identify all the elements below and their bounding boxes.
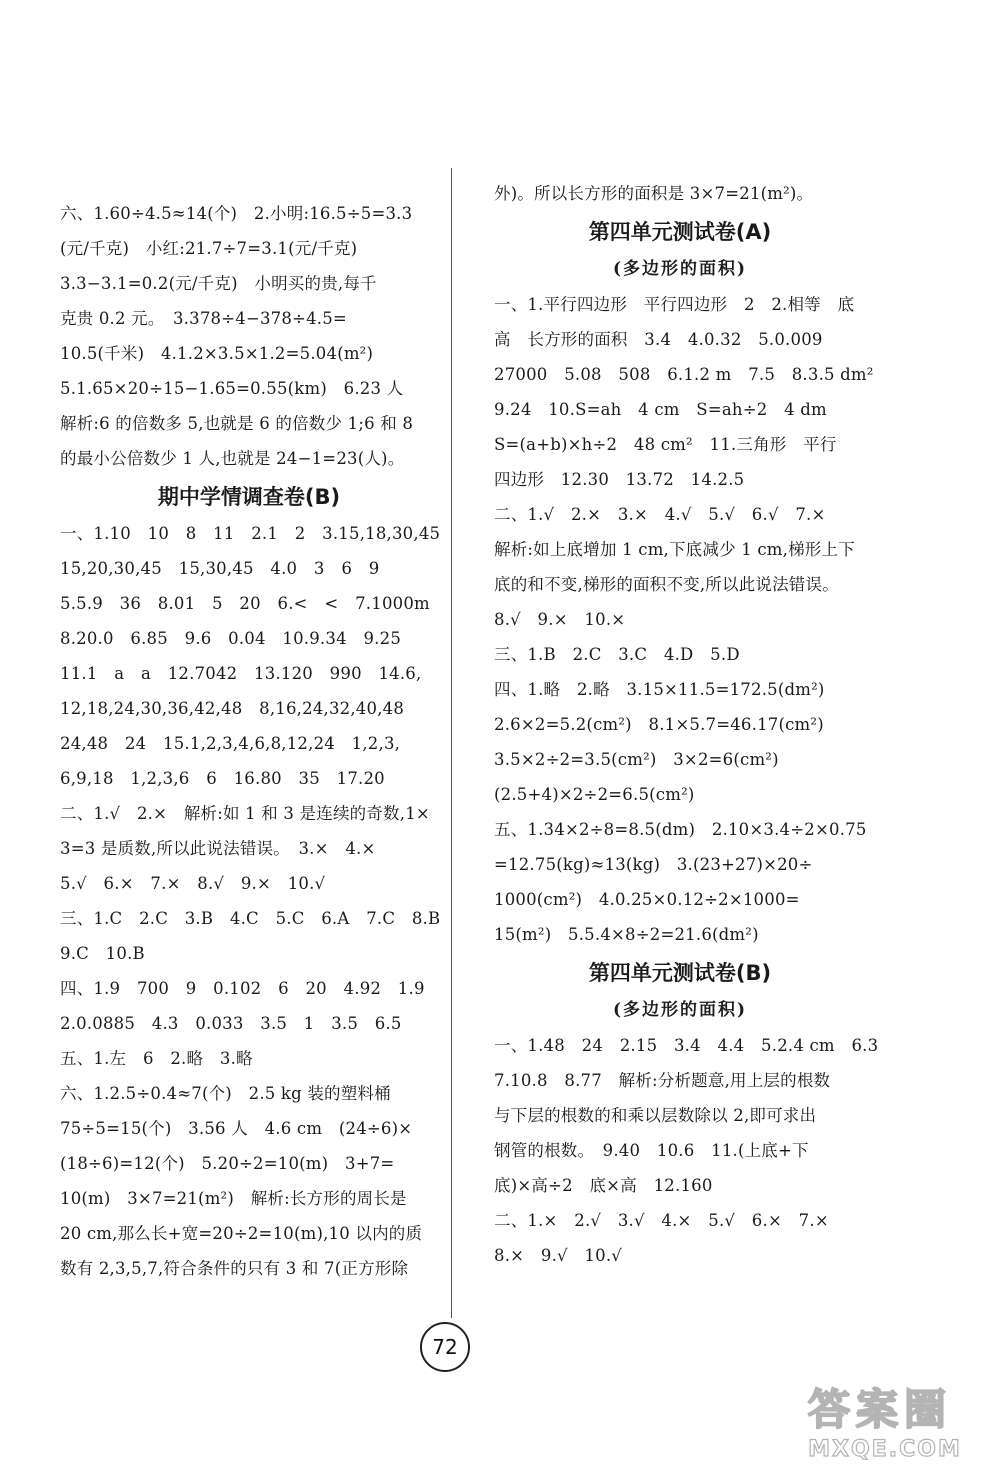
answer-line: 6,9,18 1,2,3,6 6 16.80 35 17.20 [60, 769, 385, 788]
watermark-logo-text: 答案圈 [807, 1385, 952, 1434]
answer-line: 9.C 10.B [60, 944, 145, 963]
answer-line: 解析:如上底增加 1 cm,下底减少 1 cm,梯形上下 [494, 540, 855, 559]
answer-line: 24,48 24 15.1,2,3,4,6,8,12,24 1,2,3, [60, 734, 401, 753]
answer-line: 四边形 12.30 13.72 14.2.5 [494, 470, 745, 489]
answer-line: 高 长方形的面积 3.4 4.0.32 5.0.009 [494, 330, 823, 349]
answer-line: 2.0.0885 4.3 0.033 3.5 1 3.5 6.5 [60, 1014, 402, 1033]
answer-line: 9.24 10.S=ah 4 cm S=ah÷2 4 dm [494, 400, 827, 419]
answer-line: 12,18,24,30,36,42,48 8,16,24,32,40,48 [60, 699, 405, 718]
answer-line: 3.3−3.1=0.2(元/千克) 小明买的贵,每千 [60, 274, 377, 293]
answer-line: 二、1.√ 2.× 3.× 4.√ 5.√ 6.√ 7.× [494, 505, 826, 524]
unit4-b-answers [494, 1028, 879, 1273]
page-number: 72 [420, 1322, 470, 1372]
answer-line: 三、1.C 2.C 3.B 4.C 5.C 6.A 7.C 8.B [60, 909, 441, 928]
answer-line: 二、1.√ 2.× 解析:如 1 和 3 是连续的奇数,1× [60, 804, 430, 823]
answer-line: 27000 5.08 508 6.1.2 m 7.5 8.3.5 dm² [494, 365, 874, 384]
answer-line: 一、1.10 10 8 11 2.1 2 3.15,18,30,45 [60, 524, 441, 543]
answer-line: 8.√ 9.× 10.× [494, 610, 626, 629]
right-top-answers [494, 176, 866, 211]
answer-line: 数有 2,3,5,7,符合条件的只有 3 和 7(正方形除 [60, 1259, 409, 1278]
answer-line: (18÷6)=12(个) 5.20÷2=10(m) 3+7= [60, 1154, 395, 1173]
answer-line: 15,20,30,45 15,30,45 4.0 3 6 9 [60, 559, 380, 578]
answer-line: 5.√ 6.× 7.× 8.√ 9.× 10.√ [60, 874, 326, 893]
answer-line: 2.6×2=5.2(cm²) 8.1×5.7=46.17(cm²) [494, 715, 824, 734]
answer-line: 3.5×2÷2=3.5(cm²) 3×2=6(cm²) [494, 750, 779, 769]
answer-line: 底的和不变,梯形的面积不变,所以此说法错误。 [494, 575, 839, 594]
watermark-logo [780, 1385, 990, 1465]
answer-line: 1000(cm²) 4.0.25×0.12÷2×1000= [494, 890, 800, 909]
answer-line: =12.75(kg)≈13(kg) 3.(23+27)×20÷ [494, 855, 813, 874]
right-column [494, 176, 879, 1273]
answer-line: S=(a+b)×h÷2 48 cm² 11.三角形 平行 [494, 435, 837, 454]
answer-line: 8.20.0 6.85 9.6 0.04 10.9.34 9.25 [60, 629, 402, 648]
section-title-unit4-a: 第四单元测试卷(A) [588, 220, 772, 244]
section-title-midterm-b: 期中学情调查卷(B) [157, 485, 341, 509]
answer-line: 六、1.2.5÷0.4≈7(个) 2.5 kg 装的塑料桶 [60, 1084, 391, 1103]
section-subtitle-unit4-a: (多边形的面积) [612, 259, 748, 279]
answer-line: 五、1.左 6 2.略 3.略 [60, 1049, 253, 1068]
answer-line: 与下层的根数的和乘以层数除以 2,即可求出 [494, 1106, 817, 1125]
watermark-url: MXQE.COM [808, 1437, 962, 1462]
answer-line: 15(m²) 5.5.4×8÷2=21.6(dm²) [494, 925, 759, 944]
left-top-answers [60, 196, 438, 476]
answer-line: 一、1.48 24 2.15 3.4 4.4 5.2.4 cm 6.3 [494, 1036, 879, 1055]
midterm-b-answers [60, 516, 441, 1286]
answer-line: 7.10.8 8.77 解析:分析题意,用上层的根数 [494, 1071, 831, 1090]
section-subtitle-unit4-b: (多边形的面积) [612, 1000, 748, 1020]
answer-line: 四、1.略 2.略 3.15×11.5=172.5(dm²) [494, 680, 825, 699]
answer-line: 11.1 a a 12.7042 13.120 990 14.6, [60, 664, 422, 683]
answer-line: 20 cm,那么长+宽=20÷2=10(m),10 以内的质 [60, 1224, 423, 1243]
column-divider [451, 168, 452, 1318]
answer-line: 5.5.9 36 8.01 5 20 6.< < 7.1000m [60, 594, 430, 613]
answer-line: 底)×高÷2 底×高 12.160 [494, 1176, 713, 1195]
answer-line: 8.× 9.√ 10.√ [494, 1246, 622, 1265]
answer-line: 解析:6 的倍数多 5,也就是 6 的倍数少 1;6 和 8 [60, 414, 414, 433]
answer-line: (元/千克) 小红:21.7÷7=3.1(元/千克) [60, 239, 358, 258]
answer-line: 二、1.× 2.√ 3.√ 4.× 5.√ 6.× 7.× [494, 1211, 829, 1230]
unit4-a-answers [494, 287, 874, 952]
answer-line: 3=3 是质数,所以此说法错误。 3.× 4.× [60, 839, 376, 858]
answer-line: 5.1.65×20÷15−1.65=0.55(km) 6.23 人 [60, 379, 404, 398]
answer-line: 一、1.平行四边形 平行四边形 2 2.相等 底 [494, 295, 855, 314]
answer-line: 六、1.60÷4.5≈14(个) 2.小明:16.5÷5=3.3 [60, 204, 413, 223]
answer-line: 10.5(千米) 4.1.2×3.5×1.2=5.04(m²) [60, 344, 374, 363]
answer-line: 的最小公倍数少 1 人,也就是 24−1=23(人)。 [60, 449, 405, 468]
answer-line: (2.5+4)×2÷2=6.5(cm²) [494, 785, 695, 804]
answer-line: 四、1.9 700 9 0.102 6 20 4.92 1.9 [60, 979, 425, 998]
answer-line: 钢管的根数。 9.40 10.6 11.(上底+下 [494, 1141, 809, 1160]
answer-line: 三、1.B 2.C 3.C 4.D 5.D [494, 645, 740, 664]
answer-line: 75÷5=15(个) 3.56 人 4.6 cm (24÷6)× [60, 1119, 413, 1138]
answer-line: 10(m) 3×7=21(m²) 解析:长方形的周长是 [60, 1189, 407, 1208]
section-title-unit4-b: 第四单元测试卷(B) [588, 961, 772, 985]
answer-line: 外)。所以长方形的面积是 3×7=21(m²)。 [494, 184, 814, 203]
answer-line: 克贵 0.2 元。 3.378÷4−378÷4.5= [60, 309, 347, 328]
left-column [60, 196, 441, 1286]
answer-line: 五、1.34×2÷8=8.5(dm) 2.10×3.4÷2×0.75 [494, 820, 867, 839]
